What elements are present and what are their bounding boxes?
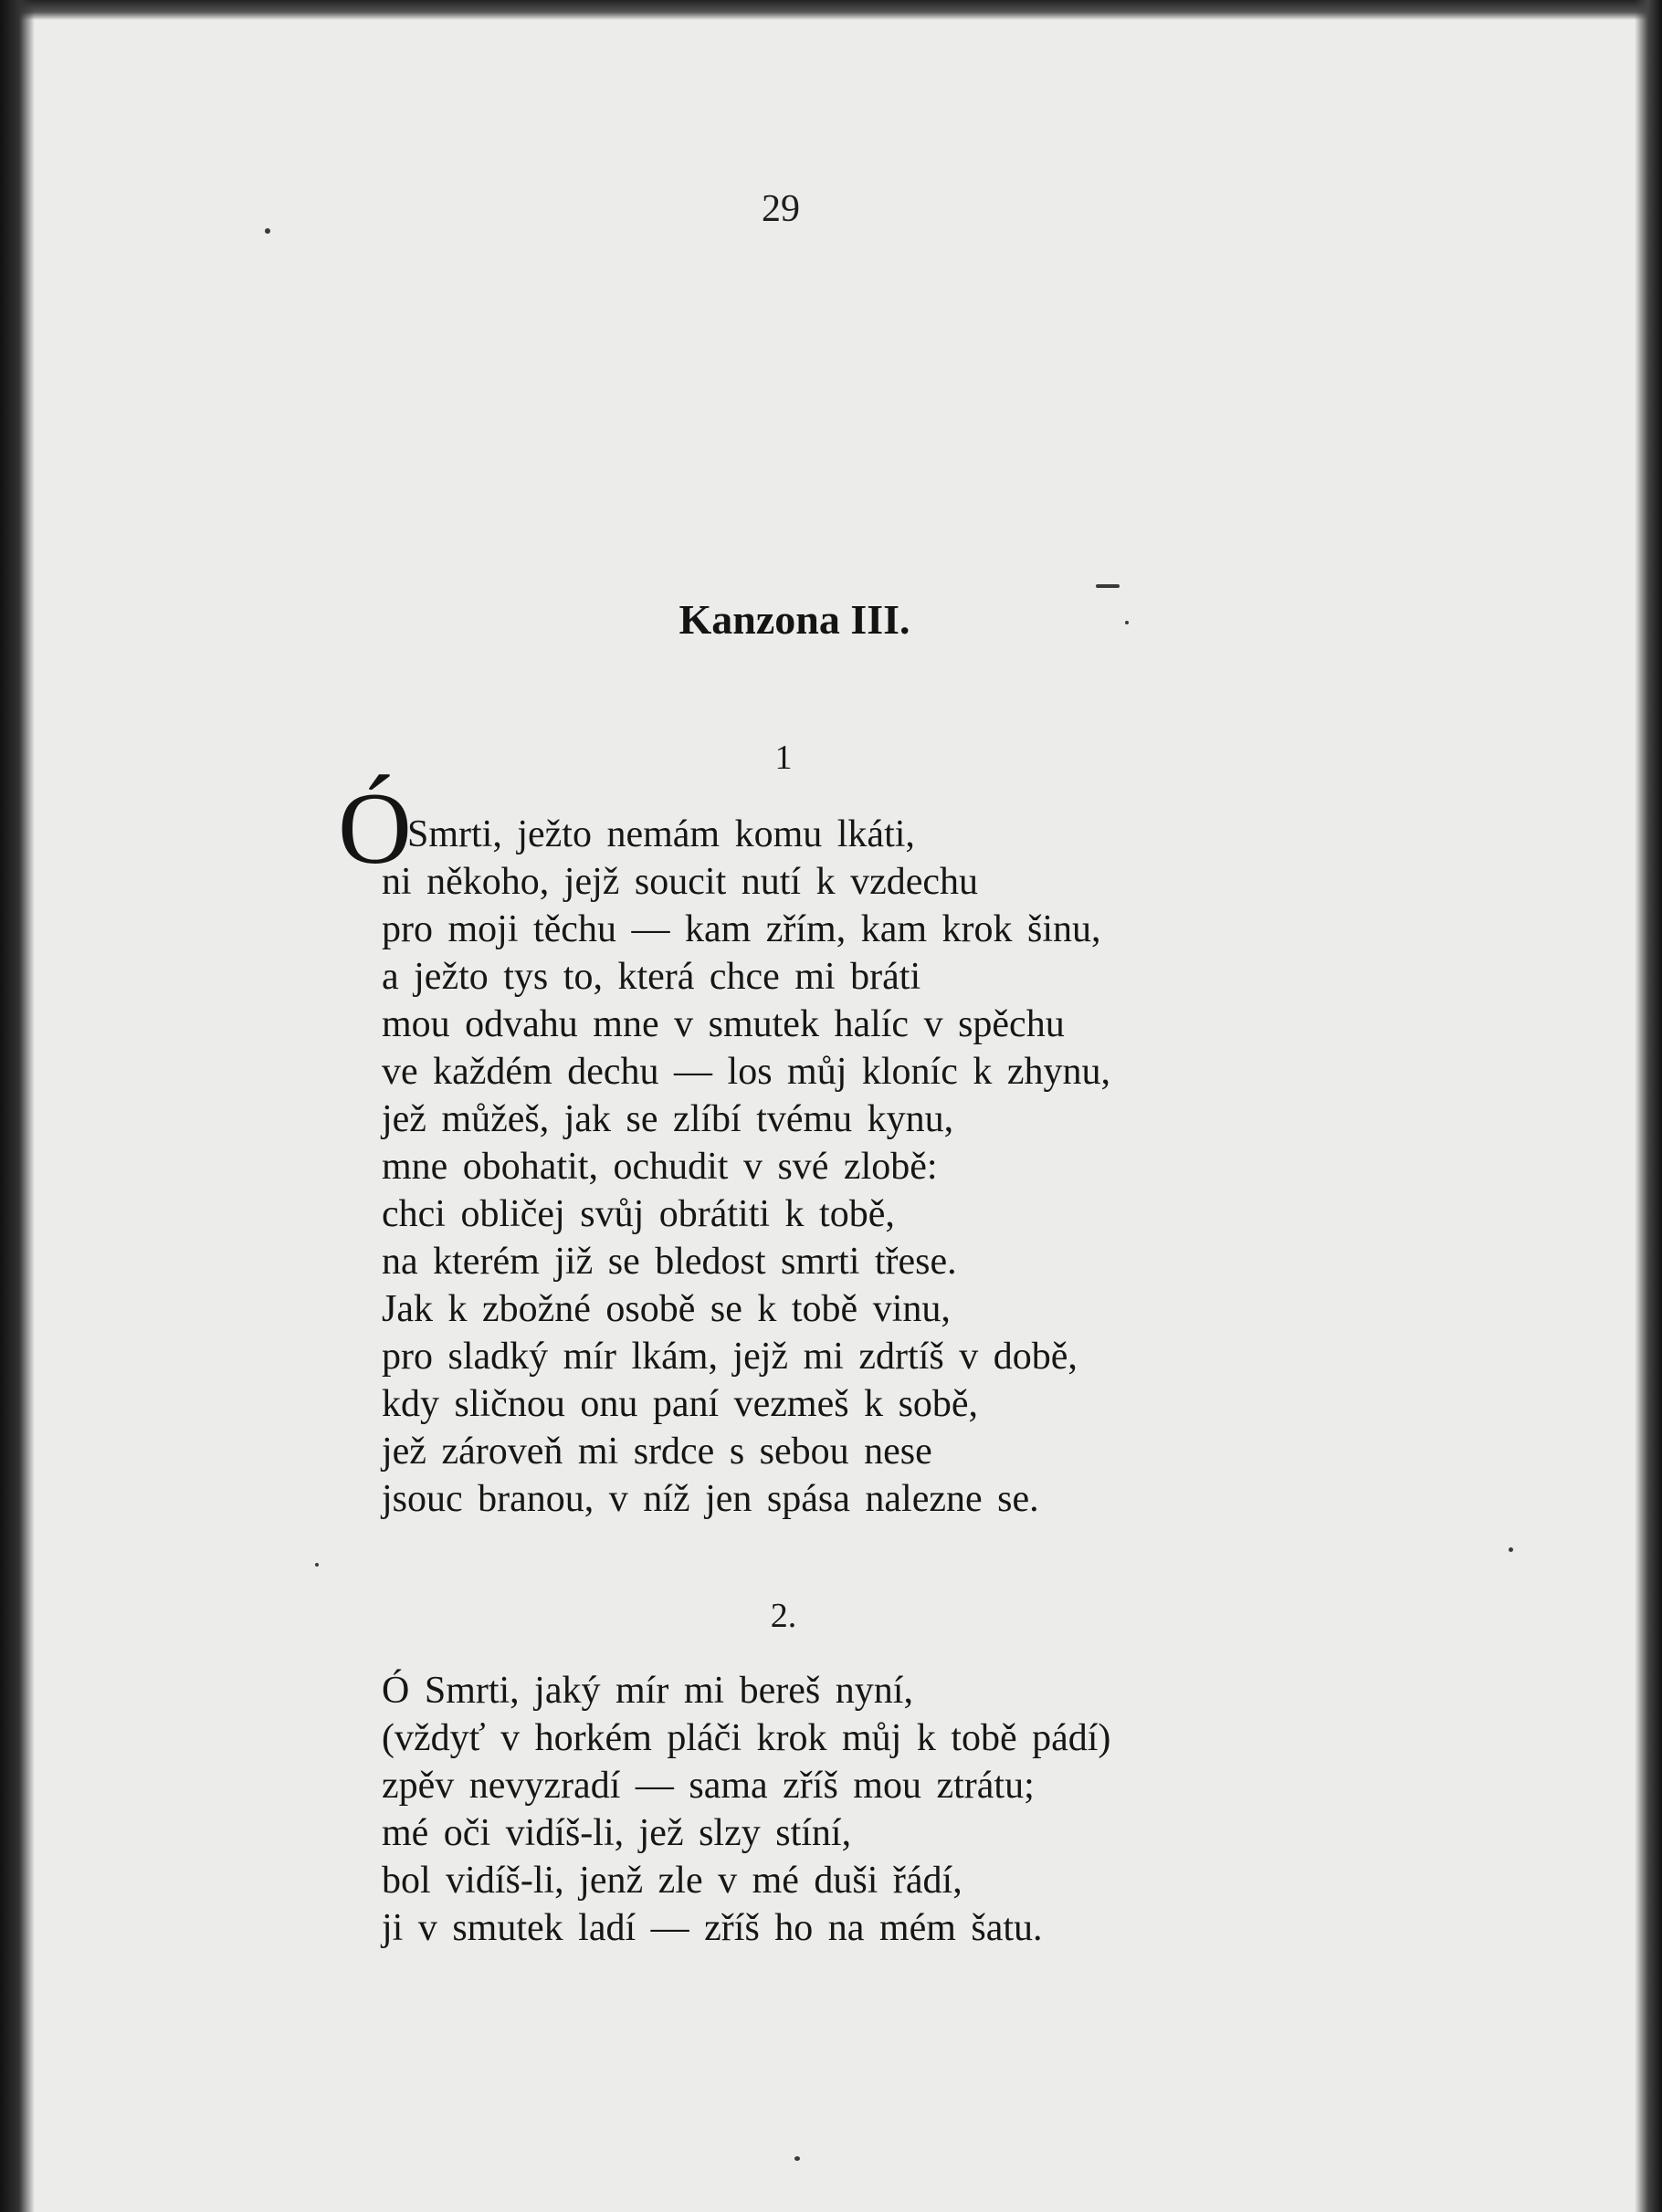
scan-edge-right: [1635, 0, 1662, 2212]
verse-line: ji v smutek ladí — zříš ho na mém šatu.: [382, 1907, 1043, 1949]
verse-line: bol vidíš-li, jenž zle v mé duši řádí,: [382, 1860, 962, 1902]
verse-line: chci obličej svůj obrátiti k tobě,: [382, 1193, 895, 1235]
verse-line: jež můžeš, jak se zlíbí tvému kynu,: [382, 1098, 954, 1140]
scan-speck: [1509, 1547, 1513, 1552]
section-number-1: 1: [774, 739, 793, 777]
scan-speck: [1096, 584, 1120, 588]
verse-line: ve každém dechu — los můj kloníc k zhynu,: [382, 1051, 1110, 1093]
verse-line: jež zároveň mi srdce s sebou nese: [382, 1431, 932, 1473]
verse-line: mé oči vidíš-li, jež slzy stíní,: [382, 1812, 852, 1854]
verse-line: Smrti, ježto nemám komu lkáti,: [407, 813, 915, 855]
stanza-1: [382, 811, 1295, 1523]
verse-line: jsouc branou, v níž jen spása nalezne se.: [382, 1478, 1039, 1520]
scan-speck: [315, 1563, 319, 1567]
scan-speck: [794, 2156, 800, 2161]
verse-line: (vždyť v horkém pláči krok můj k tobě pádí): [382, 1717, 1111, 1759]
verse-line: mou odvahu mne v smutek halíc v spěchu: [382, 1003, 1065, 1045]
scan-edge-left: [0, 0, 35, 2212]
verse-line: mne obohatit, ochudit v své zlobě:: [382, 1146, 938, 1188]
verse-line: pro sladký mír lkám, jejž mi zdrtíš v době,: [382, 1336, 1078, 1378]
poem-title: Kanzona III.: [678, 596, 910, 643]
verse-line: ni někoho, jejž soucit nutí k vzdechu: [382, 861, 979, 903]
drop-cap-initial: Ó: [338, 772, 412, 886]
verse-line: Jak k zbožné osobě se k tobě vinu,: [382, 1288, 951, 1330]
verse-line: pro moji těchu — kam zřím, kam krok šinu,: [382, 908, 1101, 950]
verse-line: Ó Smrti, jaký mír mi bereš nyní,: [382, 1670, 913, 1712]
verse-line: kdy sličnou onu paní vezmeš k sobě,: [382, 1383, 979, 1425]
section-number-2: 2.: [770, 1597, 797, 1635]
page-number: 29: [762, 188, 800, 230]
verse-line: a ježto tys to, která chce mi bráti: [382, 956, 921, 998]
stanza-2: [382, 1667, 1295, 1952]
verse-line: zpěv nevyzradí — sama zříš mou ztrátu;: [382, 1765, 1035, 1807]
scan-edge-top: [0, 0, 1662, 20]
verse-line: na kterém již se bledost smrti třese.: [382, 1241, 957, 1283]
